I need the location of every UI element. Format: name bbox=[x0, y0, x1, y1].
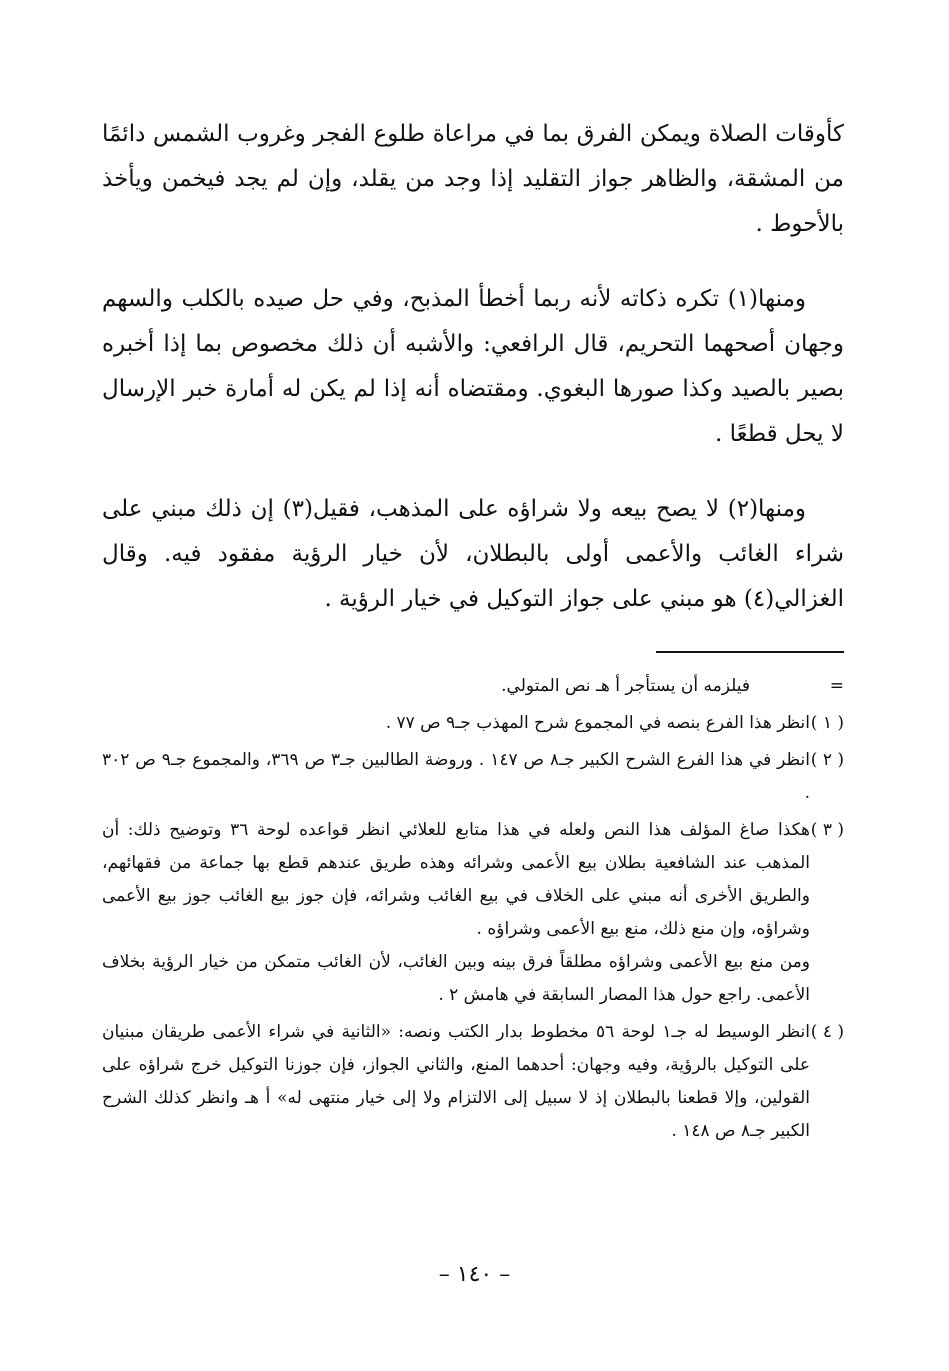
footnote-2 bbox=[102, 744, 844, 810]
paragraph-2: ومنها(١) تكره ذكاته لأنه ربما أخطأ المذبح، وفي حل صيده بالكلب والسهم وجهان أصحهما التحريم، قال الرافعي: والأشبه أن ذلك مخصوص بما إذا أخبره بصير بالصيد وكذا صورها البغوي. ومقتضاه أنه إذا لم يكن له أمارة خبر الإرسال لا يحل قطعًا . bbox=[102, 286, 844, 447]
footnotes bbox=[102, 670, 844, 1152]
page-number: – ١٤٠ – bbox=[438, 1262, 511, 1287]
footnote-mark: ( ١ ) bbox=[810, 713, 844, 733]
footnote-4 bbox=[102, 1016, 844, 1148]
footnote-mark: ( ٤ ) bbox=[810, 1022, 844, 1042]
main-text bbox=[102, 112, 844, 652]
footnote-1 bbox=[102, 707, 844, 740]
footnote-mark: = bbox=[829, 676, 844, 696]
footnote-text: انظر هذا الفرع بنصه في المجموع شرح المهذب جـ٩ ص ٧٧ . bbox=[385, 713, 810, 733]
footnote-text: هكذا صاغ المؤلف هذا النص ولعله في هذا متابع للعلائي انظر قواعده لوحة ٣٦ وتوضيح ذلك: أن المذهب عند الشافعية بطلان بيع الأعمى وشرائه وهذه طريق عندهم قطع بها جماعة من فقهائهم، والطريق الأخرى أنه مبني على الخلاف في بيع الغائب وشرائه، فإن جوز بيع الغائب جوز بيع الأعمى وشراؤه، وإن منع ذلك، منع بيع الأعمى وشراؤه . bbox=[102, 820, 810, 939]
footnote-mark: ( ٣ ) bbox=[810, 820, 844, 840]
paragraph-1: كأوقات الصلاة ويمكن الفرق بما في مراعاة طلوع الفجر وغروب الشمس دائمًا من المشقة، والظاهر جواز التقليد إذا وجد من يقلد، وإن لم يجد فيخمن ويأخذ بالأحوط . bbox=[102, 121, 844, 237]
footnote-text-continued: ومن منع بيع الأعمى وشراؤه مطلقاً فرق بينه وبين الغائب، لأن الغائب متمكن من خيار الرؤية بخلاف الأعمى. راجع حول هذا المصار السابقة في هامش ٢ . bbox=[102, 952, 810, 1005]
footnote-3 bbox=[102, 814, 844, 1012]
footnote-mark: ( ٢ ) bbox=[810, 750, 844, 770]
paragraph-3: ومنها(٢) لا يصح بيعه ولا شراؤه على المذهب، فقيل(٣) إن ذلك مبني على شراء الغائب والأعمى أولى بالبطلان، لأن خيار الرؤية مفقود فيه. وقال الغزالي(٤) هو مبني على جواز التوكيل في خيار الرؤية . bbox=[102, 496, 844, 612]
footnote-continued bbox=[102, 670, 844, 703]
footnote-separator bbox=[656, 651, 844, 653]
footnote-text: انظر في هذا الفرع الشرح الكبير جـ٨ ص ١٤٧ . وروضة الطالبين جـ٣ ص ٣٦٩، والمجموع جـ٩ ص ٣٠٢ . bbox=[102, 750, 810, 803]
footnote-text: انظر الوسيط له جـ١ لوحة ٥٦ مخطوط بدار الكتب ونصه: «الثانية في شراء الأعمى طريقان مبنيان على التوكيل بالرؤية، وفيه وجهان: أحدهما المنع، والثاني الجواز، فإن جوزنا التوكيل خرج شراؤه على القولين، وإلا قطعنا بالبطلان إذ لا سبيل إلى الالتزام ولا إلى خيار منتهى له» أ هـ وانظر كذلك الشرح الكبير جـ٨ ص ١٤٨ . bbox=[102, 1022, 810, 1141]
footnote-text: فيلزمه أن يستأجر أ هـ نص المتولي. bbox=[501, 676, 750, 696]
